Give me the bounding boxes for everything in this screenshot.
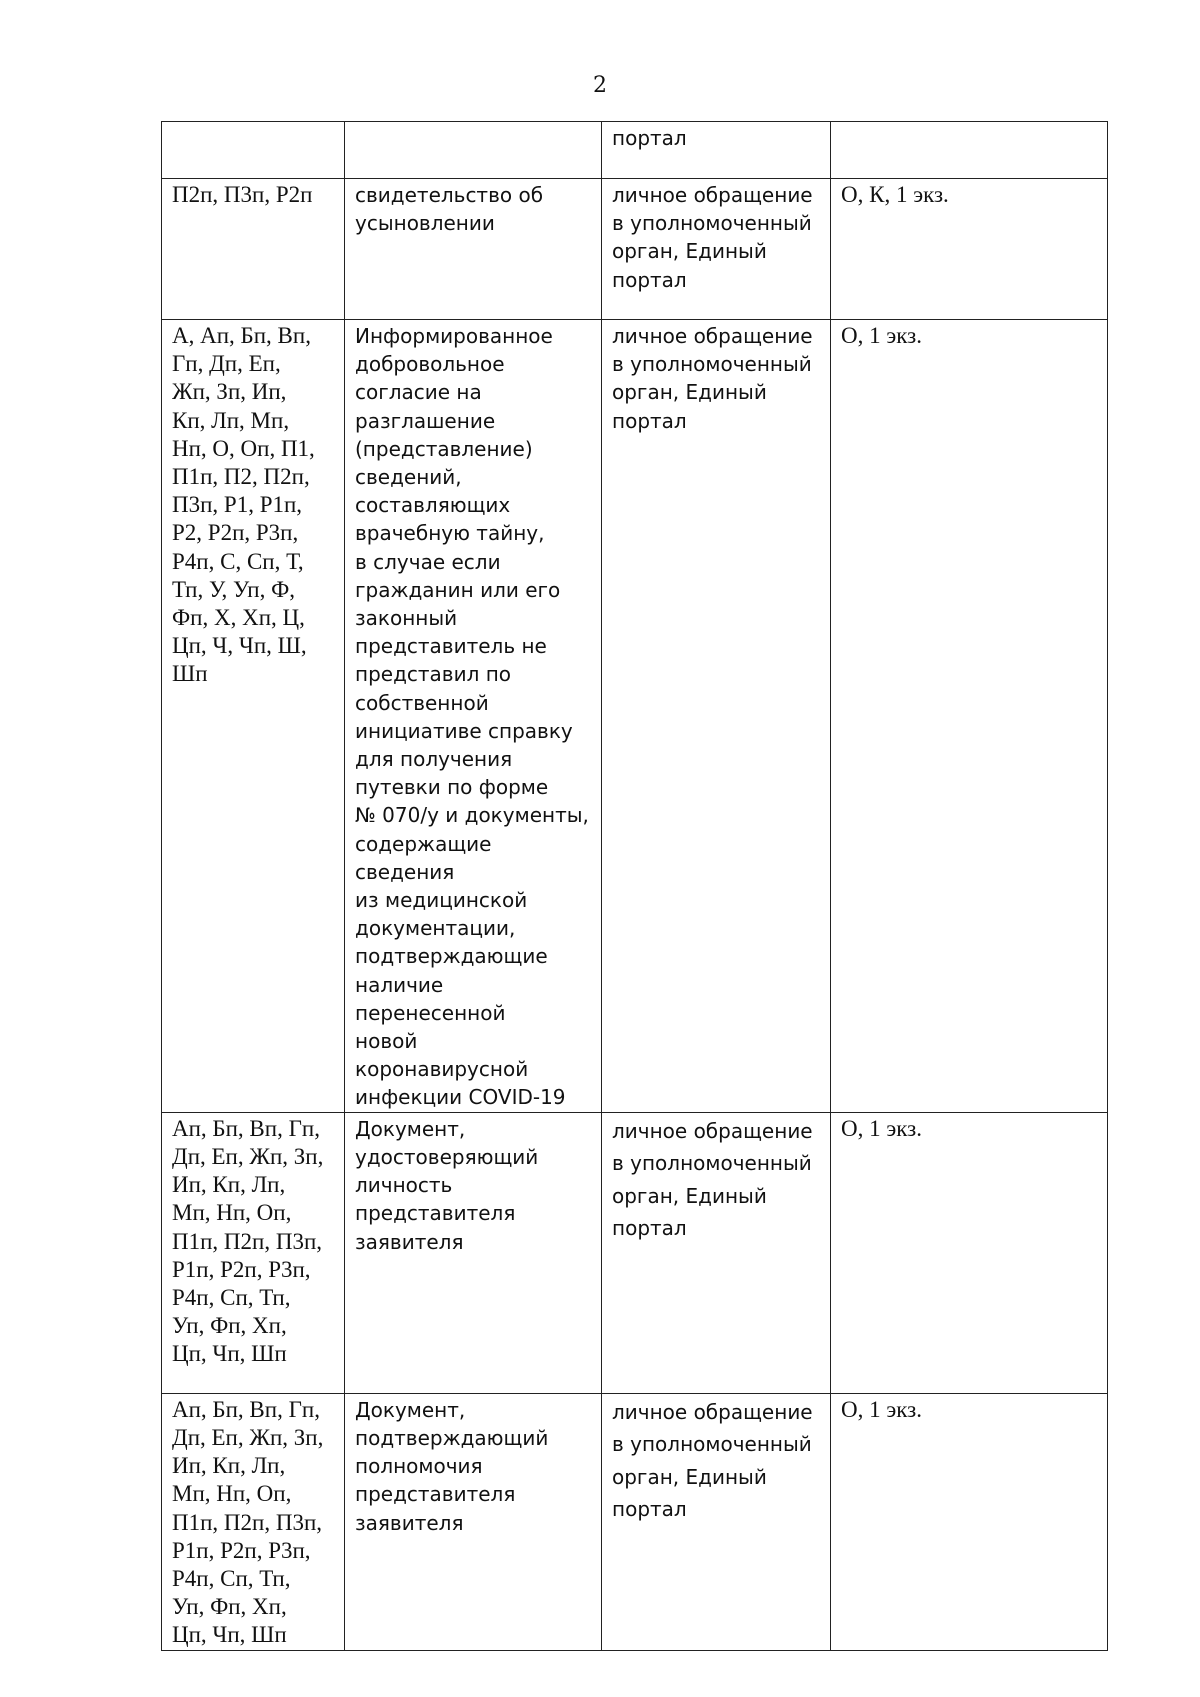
submission-method: личное обращение в уполномоченный орган, Единый портал <box>612 324 813 433</box>
submission-method-cell <box>602 122 831 179</box>
document-form: О, К, 1 экз. <box>841 182 949 207</box>
document-form: О, 1 экз. <box>841 1115 922 1141</box>
submission-method-cell <box>602 179 831 320</box>
document-form-cell <box>831 320 1108 1113</box>
submission-method-cell <box>602 1112 831 1393</box>
document-name-cell <box>345 1112 602 1393</box>
applicant-codes: А, Ап, Бп, Вп, Гп, Дп, Еп, Жп, Зп, Ип, Кп, Лп, Мп, Нп, О, Оп, П1, П1п, П2, П2п, П3п, Р1, Р1п, Р2, Р2п, Р3п, Р4п, С, Сп, Т, Тп, У, Уп, Ф, Фп, Х, Хп, Ц, Цп, Ч, Чп, Ш, Шп <box>172 323 315 687</box>
submission-method: личное обращение в уполномоченный орган, Единый портал <box>612 1399 813 1522</box>
applicant-codes: Ап, Бп, Вп, Гп, Дп, Еп, Жп, Зп, Ип, Кп, Лп, Мп, Нп, Оп, П1п, П2п, П3п, Р1п, Р2п, Р3п, Р4п, Сп, Тп, Уп, Фп, Хп, Цп, Чп, Шп <box>172 1115 324 1367</box>
submission-method-cell <box>602 320 831 1113</box>
table-row <box>162 122 1108 179</box>
document-name-cell <box>345 122 602 179</box>
applicant-codes-cell <box>162 1112 345 1393</box>
table-row <box>162 320 1108 1113</box>
document-name: Документ, удостоверяющий личность представителя заявителя <box>355 1116 539 1254</box>
submission-method: личное обращение в уполномоченный орган, Единый портал <box>612 183 813 292</box>
table-row <box>162 1393 1108 1650</box>
document-form: О, 1 экз. <box>841 323 922 348</box>
document-form: О, 1 экз. <box>841 1396 922 1422</box>
document-name: Информированное добровольное согласие на разглашение (представление) сведений, составляющих врачебную тайну, в случае если гражданин или его законный представитель не представил по собственной инициативе справку для получения путевки по форме № 070/у и документы, содержащие сведения из медицинской документации, подтверждающие наличие перенесенной новой коронавирусной инфекции COVID-19 <box>355 324 589 1110</box>
applicant-codes-cell <box>162 122 345 179</box>
applicant-codes: Ап, Бп, Вп, Гп, Дп, Еп, Жп, Зп, Ип, Кп, Лп, Мп, Нп, Оп, П1п, П2п, П3п, Р1п, Р2п, Р3п, Р4п, Сп, Тп, Уп, Фп, Хп, Цп, Чп, Шп <box>172 1396 324 1648</box>
document-form-cell <box>831 179 1108 320</box>
applicant-codes-cell <box>162 179 345 320</box>
documents-table <box>161 121 1108 1651</box>
document-name: свидетельство об усыновлении <box>355 183 544 236</box>
submission-method-cell <box>602 1393 831 1650</box>
submission-method: личное обращение в уполномоченный орган, Единый портал <box>612 1118 813 1241</box>
applicant-codes-cell <box>162 1393 345 1650</box>
document-name-cell <box>345 320 602 1113</box>
document-name-cell <box>345 179 602 320</box>
submission-method: портал <box>612 126 687 150</box>
applicant-codes: П2п, П3п, Р2п <box>172 182 313 207</box>
applicant-codes-cell <box>162 320 345 1113</box>
document-form-cell <box>831 1112 1108 1393</box>
document-form-cell <box>831 1393 1108 1650</box>
table-row <box>162 179 1108 320</box>
document-form-cell <box>831 122 1108 179</box>
page-number: 2 <box>593 73 607 98</box>
table-row <box>162 1112 1108 1393</box>
document-name-cell <box>345 1393 602 1650</box>
document-name: Документ, подтверждающий полномочия представителя заявителя <box>355 1397 549 1535</box>
